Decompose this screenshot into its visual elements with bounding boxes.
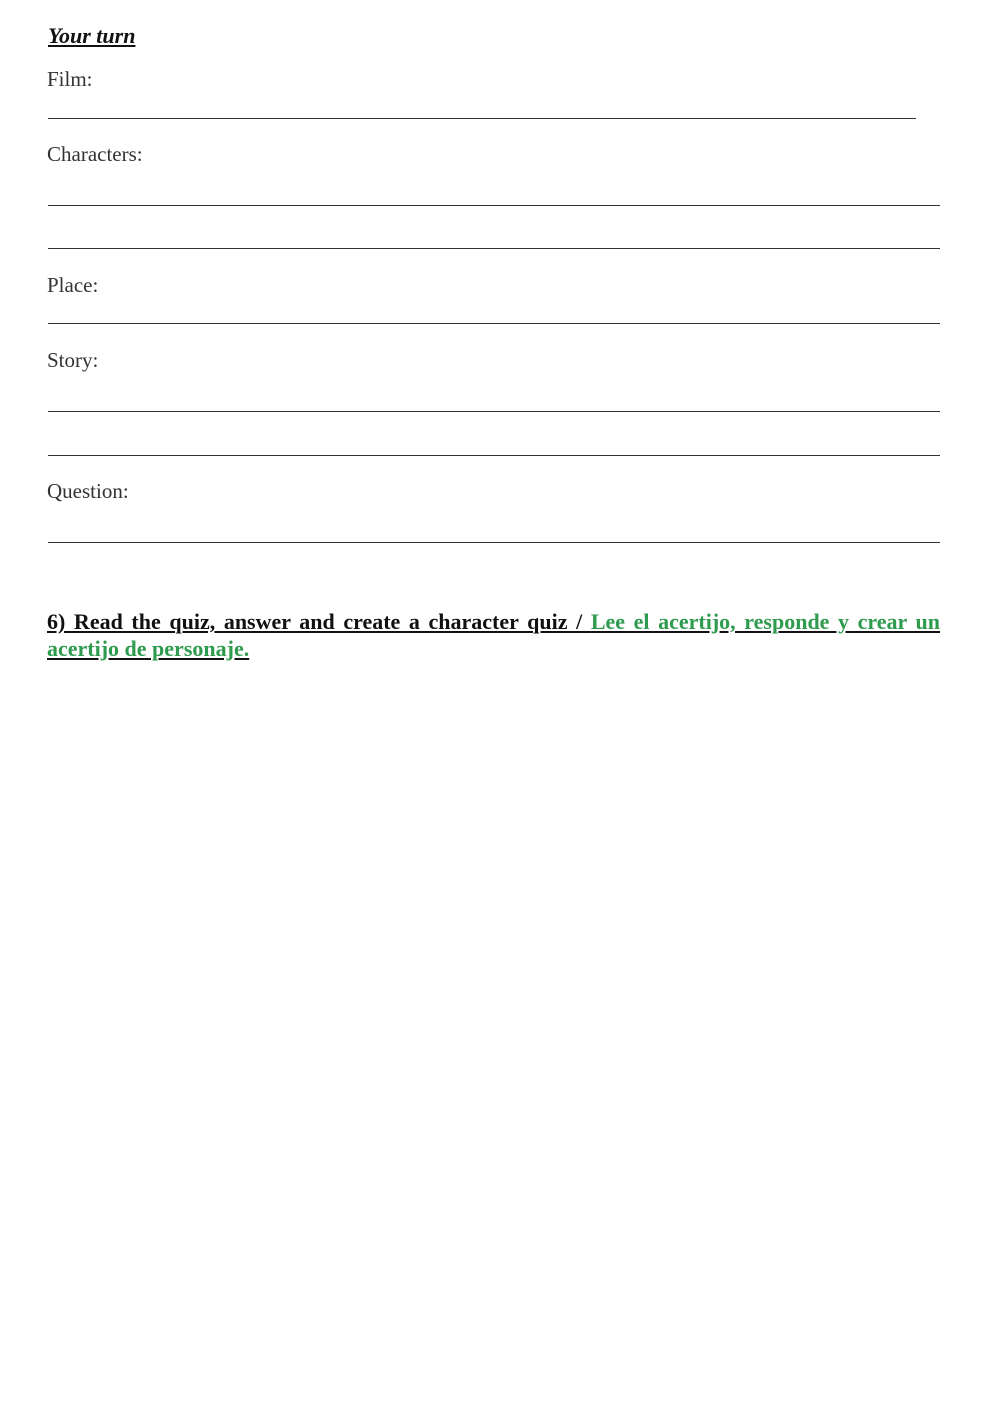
instruction-spanish: Lee el acertijo, responde y crear un acertijo de personaje. xyxy=(47,609,941,661)
exercise-6-instruction xyxy=(47,608,940,662)
film-answer-line[interactable] xyxy=(48,118,916,119)
instruction-english: 6) Read the quiz, answer and create a character quiz / xyxy=(47,609,591,634)
place-answer-line[interactable] xyxy=(48,323,940,324)
characters-label: Characters: xyxy=(47,142,143,166)
place-label: Place: xyxy=(47,273,99,297)
story-label: Story: xyxy=(47,348,99,372)
question-label: Question: xyxy=(47,479,129,503)
question-answer-line[interactable] xyxy=(48,542,940,543)
characters-answer-line-2[interactable] xyxy=(48,248,940,249)
story-answer-line-1[interactable] xyxy=(48,411,940,412)
characters-answer-line-1[interactable] xyxy=(48,205,940,206)
film-label: Film: xyxy=(47,67,93,91)
story-answer-line-2[interactable] xyxy=(48,455,940,456)
section-heading: Your turn xyxy=(48,23,136,48)
